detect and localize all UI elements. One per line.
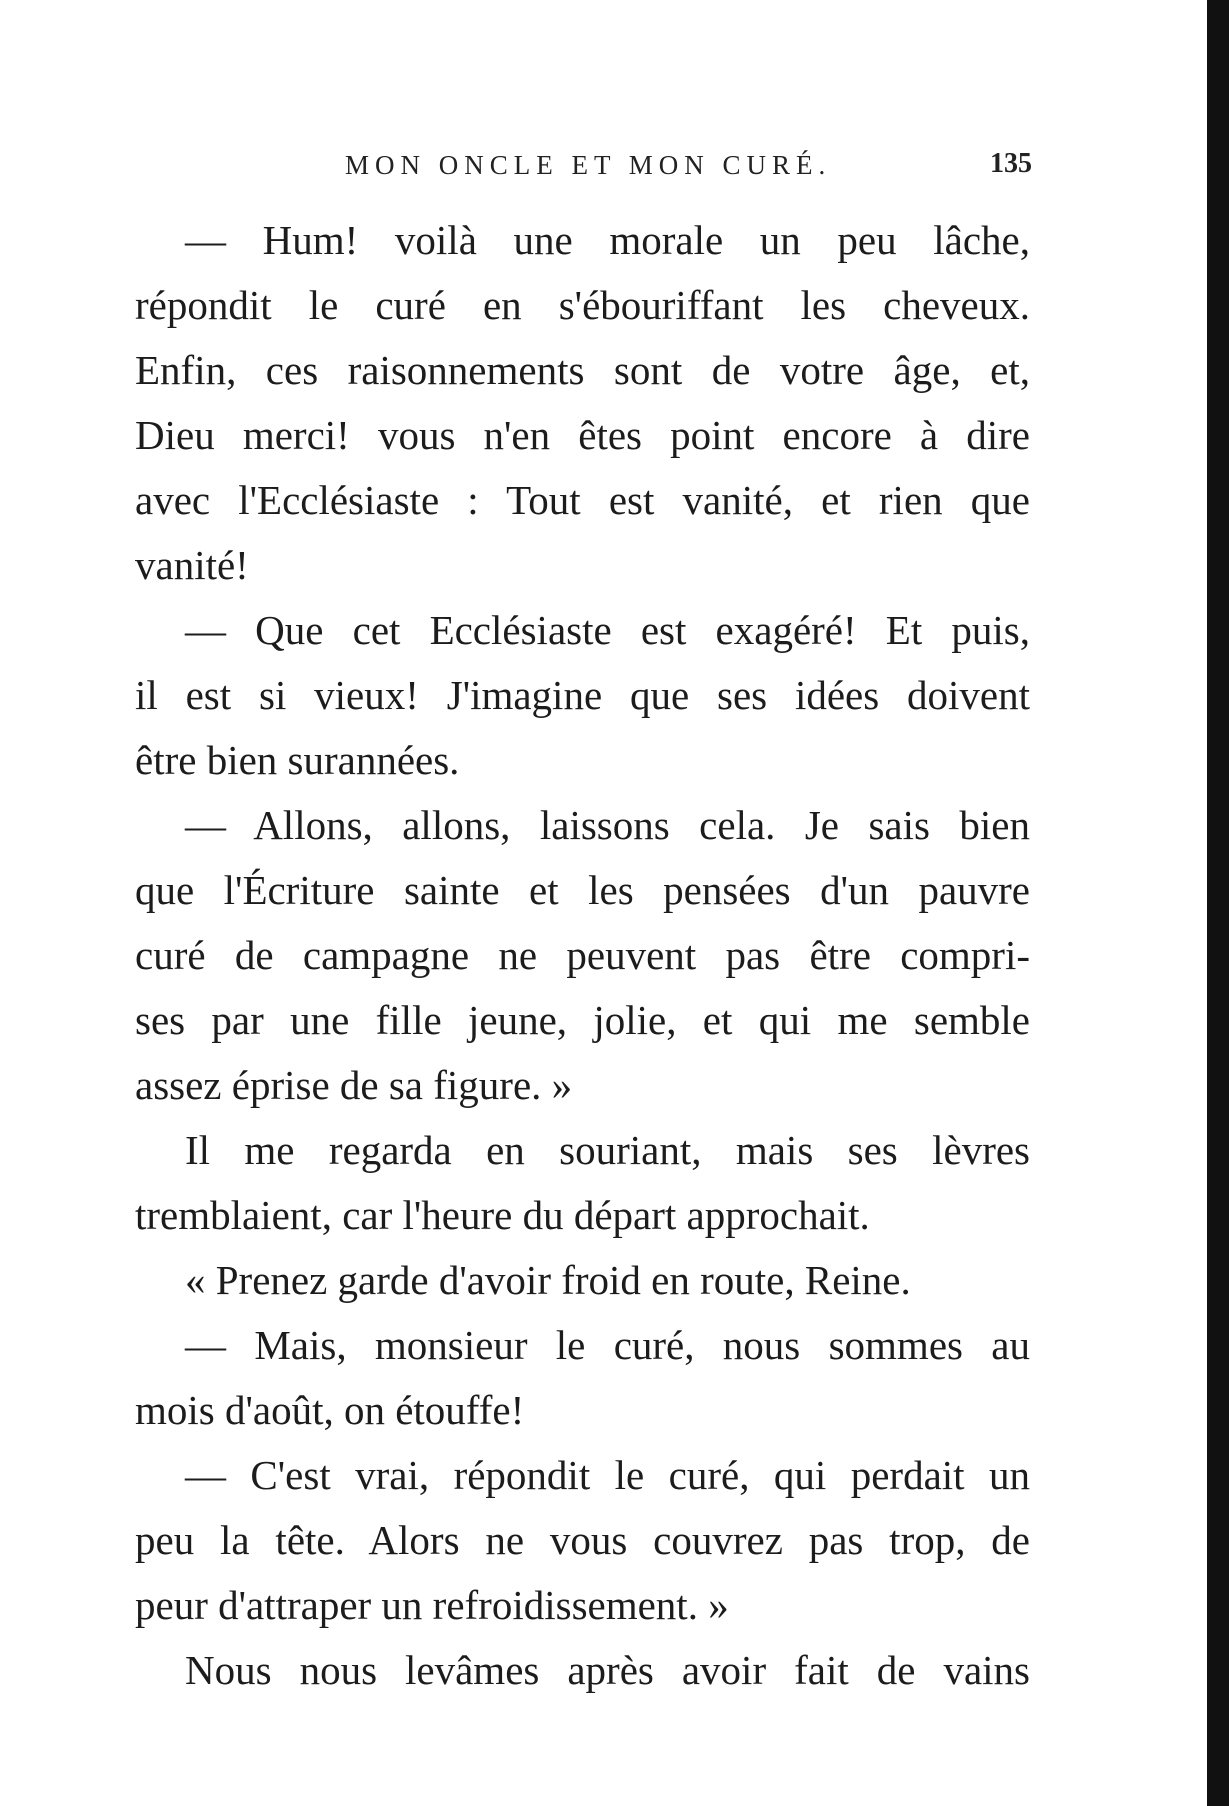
- text-line: assez éprise de sa figure. »: [135, 1062, 573, 1108]
- text-line: répondit le curé en s'ébouriffant les cheveux.: [135, 282, 1030, 328]
- text-line: vanité!: [135, 542, 249, 588]
- text-line: mois d'août, on étouffe!: [135, 1387, 525, 1433]
- text-line: Dieu merci! vous n'en êtes point encore à dire: [135, 412, 1030, 458]
- text-line: — Hum! voilà une morale un peu lâche,: [185, 217, 1030, 263]
- text-line: Enfin, ces raisonnements sont de votre âge, et,: [135, 347, 1030, 393]
- text-line: tremblaient, car l'heure du départ approchait.: [135, 1192, 870, 1238]
- text-line: — Que cet Ecclésiaste est exagéré! Et puis,: [185, 607, 1030, 653]
- page-number: 135: [990, 148, 1032, 179]
- text-line: peu la tête. Alors ne vous couvrez pas trop, de: [135, 1517, 1030, 1563]
- text-line: Nous nous levâmes après avoir fait de vains: [185, 1647, 1030, 1693]
- scan-edge-shadow: [1207, 0, 1229, 1806]
- text-line: — Allons, allons, laissons cela. Je sais bien: [185, 802, 1030, 848]
- text-line: — Mais, monsieur le curé, nous sommes au: [185, 1322, 1030, 1368]
- text-line: ses par une fille jeune, jolie, et qui me semble: [135, 997, 1030, 1043]
- text-line: « Prenez garde d'avoir froid en route, Reine.: [185, 1257, 911, 1303]
- text-line: Il me regarda en souriant, mais ses lèvres: [185, 1127, 1030, 1173]
- text-line: être bien surannées.: [135, 737, 460, 783]
- text-line: curé de campagne ne peuvent pas être compri-: [135, 932, 1030, 978]
- text-line: — C'est vrai, répondit le curé, qui perdait un: [185, 1452, 1030, 1498]
- text-line: avec l'Ecclésiaste : Tout est vanité, et rien que: [135, 477, 1030, 523]
- body-text: [135, 208, 1030, 1703]
- text-line: que l'Écriture sainte et les pensées d'un pauvre: [135, 867, 1030, 913]
- text-line: il est si vieux! J'imagine que ses idées doivent: [135, 672, 1030, 718]
- text-line: peur d'attraper un refroidissement. »: [135, 1582, 729, 1628]
- running-head: MON ONCLE ET MON CURÉ.: [345, 150, 832, 180]
